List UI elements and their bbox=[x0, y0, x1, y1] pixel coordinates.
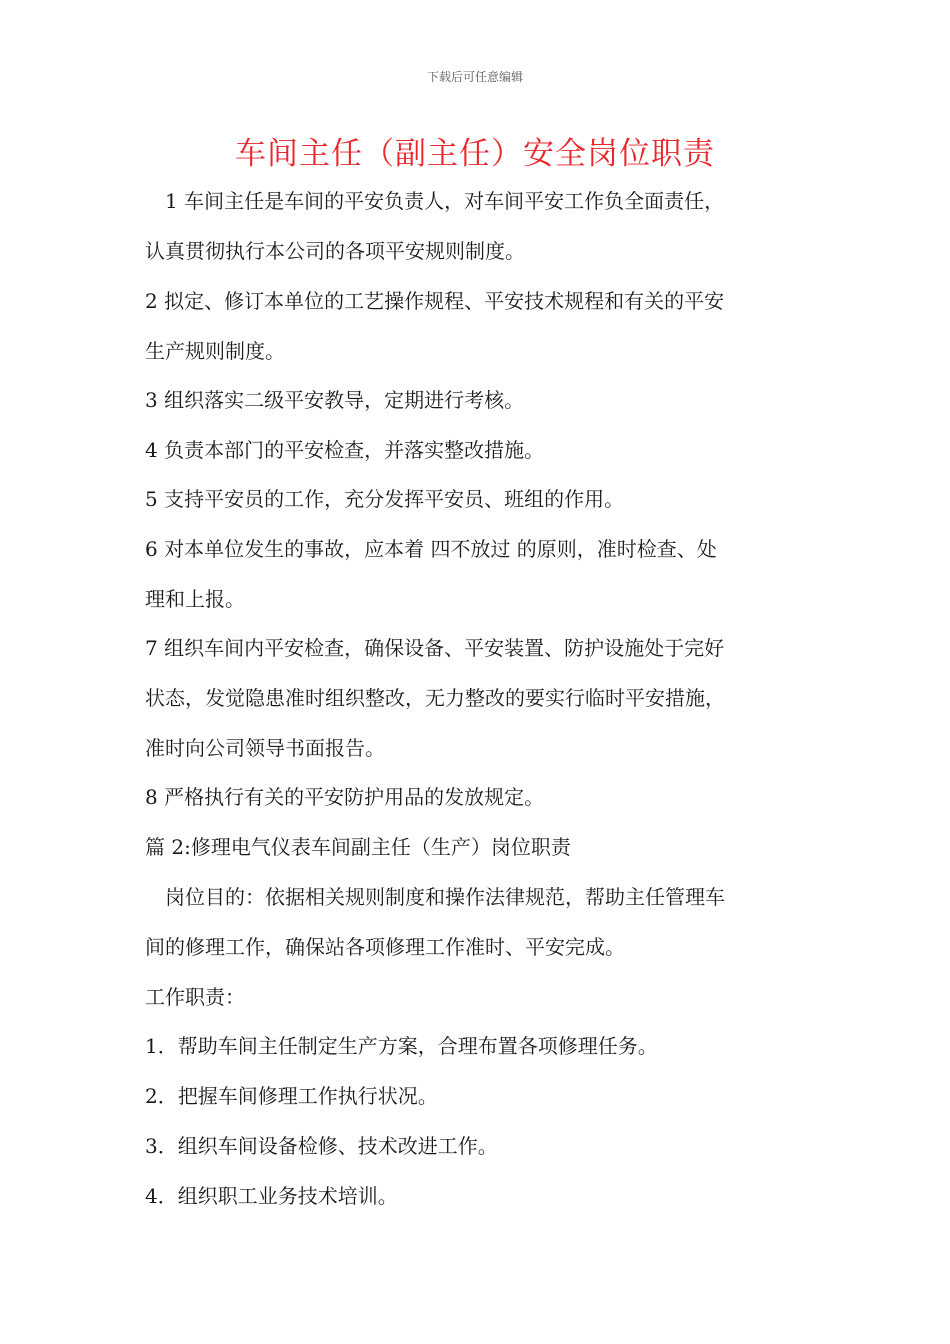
paragraph-line: 1 车间主任是车间的平安负责人，对车间平安工作负全面责任， bbox=[145, 189, 725, 213]
section-heading: 篇 2:修理电气仪表车间副主任（生产）岗位职责 bbox=[145, 835, 571, 859]
list-item: 3．组织车间设备检修、技术改进工作。 bbox=[145, 1134, 498, 1158]
paragraph-line: 岗位目的：依据相关规则制度和操作法律规范，帮助主任管理车 bbox=[145, 885, 725, 909]
list-item: 4．组织职工业务技术培训。 bbox=[145, 1184, 398, 1208]
subsection-heading: 工作职责： bbox=[145, 985, 245, 1009]
paragraph-line: 2 拟定、修订本单位的工艺操作规程、平安技术规程和有关的平安 bbox=[145, 289, 725, 313]
paragraph-line: 4 负责本部门的平安检查，并落实整改措施。 bbox=[145, 438, 545, 462]
paragraph-line: 理和上报。 bbox=[145, 587, 245, 611]
list-item: 1．帮助车间主任制定生产方案，合理布置各项修理任务。 bbox=[145, 1034, 658, 1058]
paragraph-line: 认真贯彻执行本公司的各项平安规则制度。 bbox=[145, 239, 525, 263]
paragraph-line: 7 组织车间内平安检查，确保设备、平安装置、防护设施处于完好 bbox=[145, 636, 725, 660]
paragraph-line: 8 严格执行有关的平安防护用品的发放规定。 bbox=[145, 785, 545, 809]
paragraph-line: 准时向公司领导书面报告。 bbox=[145, 736, 385, 760]
paragraph-line: 5 支持平安员的工作，充分发挥平安员、班组的作用。 bbox=[145, 487, 625, 511]
paragraph-line: 6 对本单位发生的事故，应本着 四不放过 的原则，准时检查、处 bbox=[145, 537, 717, 561]
header-note: 下载后可任意编辑 bbox=[426, 70, 523, 84]
paragraph-line: 状态，发觉隐患准时组织整改，无力整改的要实行临时平安措施， bbox=[145, 686, 725, 710]
paragraph-line: 3 组织落实二级平安教导，定期进行考核。 bbox=[145, 388, 525, 412]
paragraph-line: 间的修理工作，确保站各项修理工作准时、平安完成。 bbox=[145, 935, 625, 959]
list-item: 2．把握车间修理工作执行状况。 bbox=[145, 1084, 438, 1108]
document-title: 车间主任（副主任）安全岗位职责 bbox=[235, 136, 715, 172]
paragraph-line: 生产规则制度。 bbox=[145, 339, 285, 363]
